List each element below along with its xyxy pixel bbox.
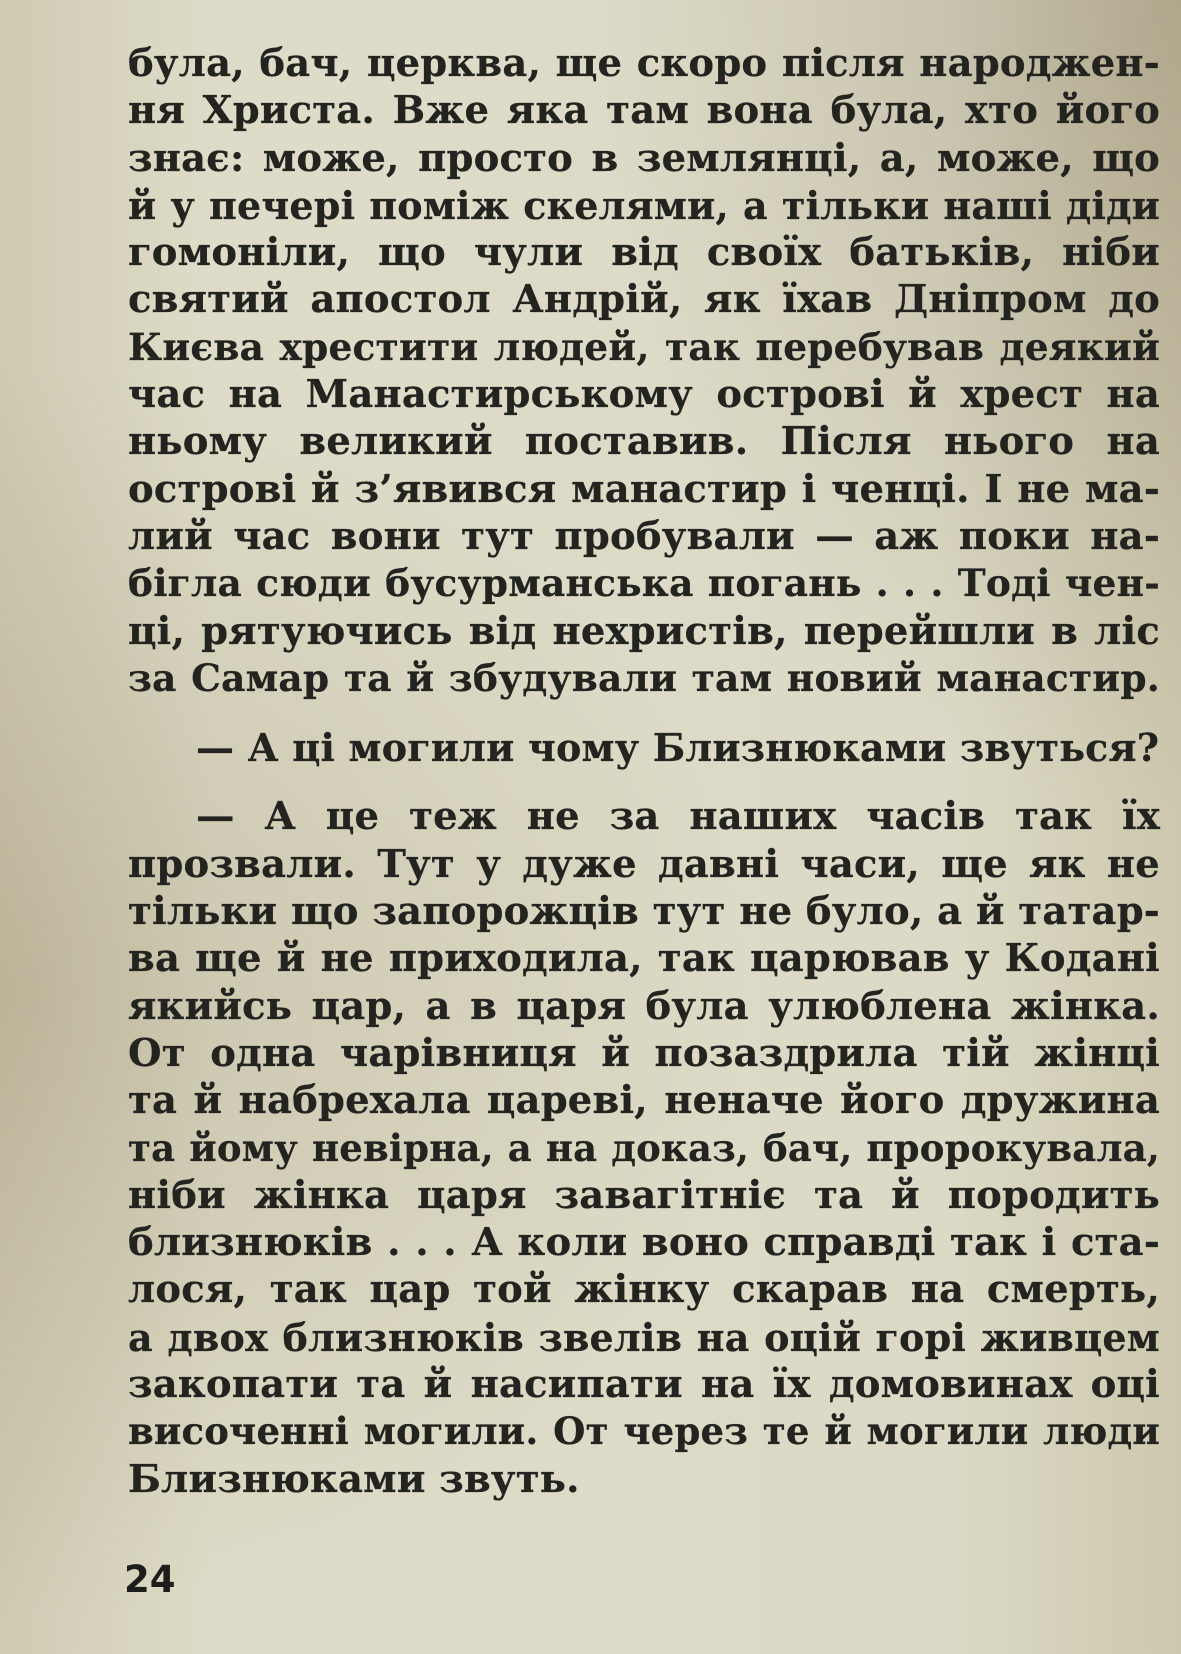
text-line: — А ці могили чому Близнюками звуться? xyxy=(196,725,1160,771)
text-line: ня Христа. Вже яка там вона була, хто його xyxy=(128,88,1160,134)
paragraph xyxy=(128,793,1160,1502)
text-line: ва ще й не приходила, так царював у Кодані xyxy=(128,936,1160,982)
text-line: була, бач, церква, ще скоро після народжен- xyxy=(128,41,1160,86)
text-line: тільки що запорожців тут не було, а й татар- xyxy=(128,889,1160,935)
paragraph-gap xyxy=(128,702,1160,724)
text-line: та й набрехала цареві, неначе його дружина xyxy=(128,1078,1160,1124)
text-line: височенні могили. От через те й могили люди xyxy=(128,1409,1160,1454)
text-line: гомоніли, що чули від своїх батьків, ніби xyxy=(128,230,1160,276)
text-line: й у печері поміж скелями, а тільки наші діди xyxy=(128,182,1160,228)
text-line: та йому невірна, а на доказ, бач, пророкувала, xyxy=(128,1125,1160,1170)
text-line: святий апостол Андрій, як їхав Дніпром до xyxy=(128,277,1160,323)
text-line: за Самар та й збудували там новий манастир. xyxy=(128,655,1160,700)
paragraph-gap xyxy=(128,771,1160,793)
text-line: якийсь цар, а в царя була улюблена жінка. xyxy=(128,983,1160,1029)
text-line: ніби жінка царя завагітніє та й породить xyxy=(128,1172,1160,1218)
text-line: близнюків . . . А коли воно справді так і ста- xyxy=(128,1220,1160,1266)
text-line: а двох близнюків звелів на оцій горі живцем xyxy=(128,1314,1160,1360)
text-line: прозвали. Тут у дуже давні часи, ще як не xyxy=(128,841,1160,887)
paragraph xyxy=(128,724,1160,771)
text-line: — А це теж не за наших часів так їх xyxy=(196,794,1160,840)
text-line: час на Манастирському острові й хрест на xyxy=(128,372,1160,418)
text-line: закопати та й насипати на їх домовинах оці xyxy=(128,1362,1160,1408)
text-line: острові й з’явився манастир і ченці. І не ма- xyxy=(128,466,1160,512)
page-number: 24 xyxy=(124,1558,176,1601)
text-line: Києва хрестити людей, так перебував деякий xyxy=(128,324,1160,369)
text-line: знає: може, просто в землянці, а, може, що xyxy=(128,135,1160,181)
text-line: ньому великий поставив. Після нього на xyxy=(128,419,1160,465)
text-line: От одна чарівниця й позаздрила тій жінці xyxy=(128,1030,1160,1076)
text-line: лий час вони тут пробували — аж поки на- xyxy=(128,513,1160,559)
paragraph xyxy=(128,40,1160,702)
page-text xyxy=(128,40,1160,1503)
text-line: бігла сюди бусурманська погань . . . Тоді чен- xyxy=(128,561,1160,606)
text-line: лося, так цар той жінку скарав на смерть, xyxy=(128,1267,1160,1313)
text-line: ці, рятуючись від нехристів, перейшли в ліс xyxy=(128,608,1160,654)
text-line: Близнюками звуть. xyxy=(128,1456,580,1502)
